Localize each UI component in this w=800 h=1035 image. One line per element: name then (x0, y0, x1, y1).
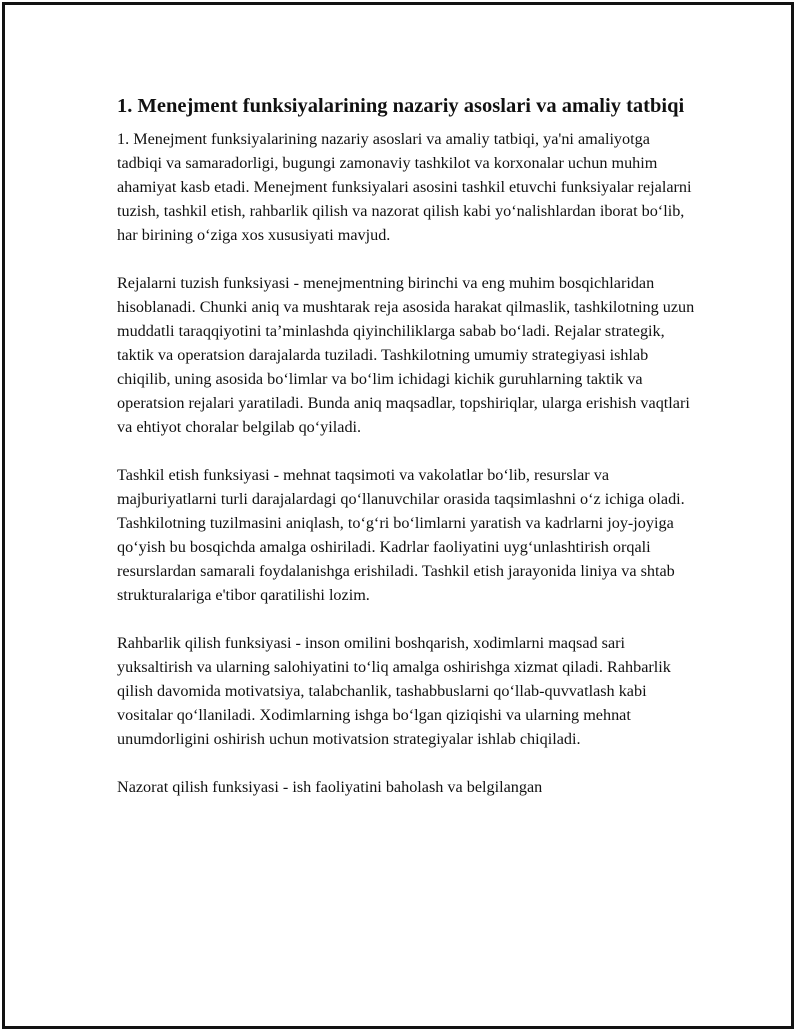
paragraph-controlling: Nazorat qilish funksiyasi - ish faoliyatini baholash va belgilangan (117, 778, 543, 796)
document-title: 1. Menejment funksiyalarining nazariy asoslari va amaliy tatbiqi (117, 95, 685, 117)
paragraph-organizing: Tashkil etish funksiyasi - mehnat taqsimoti va vakolatlar bo‘lib, resurslar va majburiyatlarni turli darajalardagi qo‘llanuvchilar orasida taqsimlashni o‘z ichiga oladi. Tashkilotning tuzilmasini aniqlash, to‘g‘ri bo‘limlarni yaratish va kadrlarni joy-joyiga qo‘yish bu bosqichda amalga oshiriladi. Kadrlar faoliyatini uyg‘unlashtirish orqali resurslardan samarali foydalanishga erishiladi. Tashkil etish jarayonida liniya va shtab strukturalariga e'tibor qaratilishi lozim. (117, 466, 685, 604)
paragraph-intro: 1. Menejment funksiyalarining nazariy asoslari va amaliy tatbiqi, ya'ni amaliyotga tadbiqi va samaradorligi, bugungi zamonaviy tashkilot va korxonalar uchun muhim ahamiyat kasb etadi. Menejment funksiyalari asosini tashkil etuvchi funksiyalar rejalarni tuzish, tashkil etish, rahbarlik qilish va nazorat qilish kabi yo‘nalishlardan iborat bo‘lib, har birining o‘ziga xos xususiyati mavjud. (117, 130, 692, 244)
document-body (117, 92, 697, 799)
paragraph-planning: Rejalarni tuzish funksiyasi - menejmentning birinchi va eng muhim bosqichlaridan hisoblanadi. Chunki aniq va mushtarak reja asosida harakat qilmaslik, tashkilotning uzun muddatli taraqqiyotini ta’minlashda qiyinchiliklarga sabab bo‘ladi. Rejalar strategik, taktik va operatsion darajalarda tuziladi. Tashkilotning umumiy strategiyasi ishlab chiqilib, uning asosida bo‘limlar va bo‘lim ichidagi kichik guruhlarning taktik va operatsion rejalari yaratiladi. Bunda aniq maqsadlar, topshiriqlar, ularga erishish vaqtlari va ehtiyot choralar belgilab qo‘yiladi. (117, 274, 695, 436)
paragraph-leading: Rahbarlik qilish funksiyasi - inson omilini boshqarish, xodimlarni maqsad sari yuksaltirish va ularning salohiyatini to‘liq amalga oshirishga xizmat qiladi. Rahbarlik qilish davomida motivatsiya, talabchanlik, tashabbuslarni qo‘llab-quvvatlash kabi vositalar qo‘llaniladi. Xodimlarning ishga bo‘lgan qiziqishi va ularning mehnat unumdorligini oshirish uchun motivatsion strategiyalar ishlab chiqiladi. (117, 634, 671, 748)
